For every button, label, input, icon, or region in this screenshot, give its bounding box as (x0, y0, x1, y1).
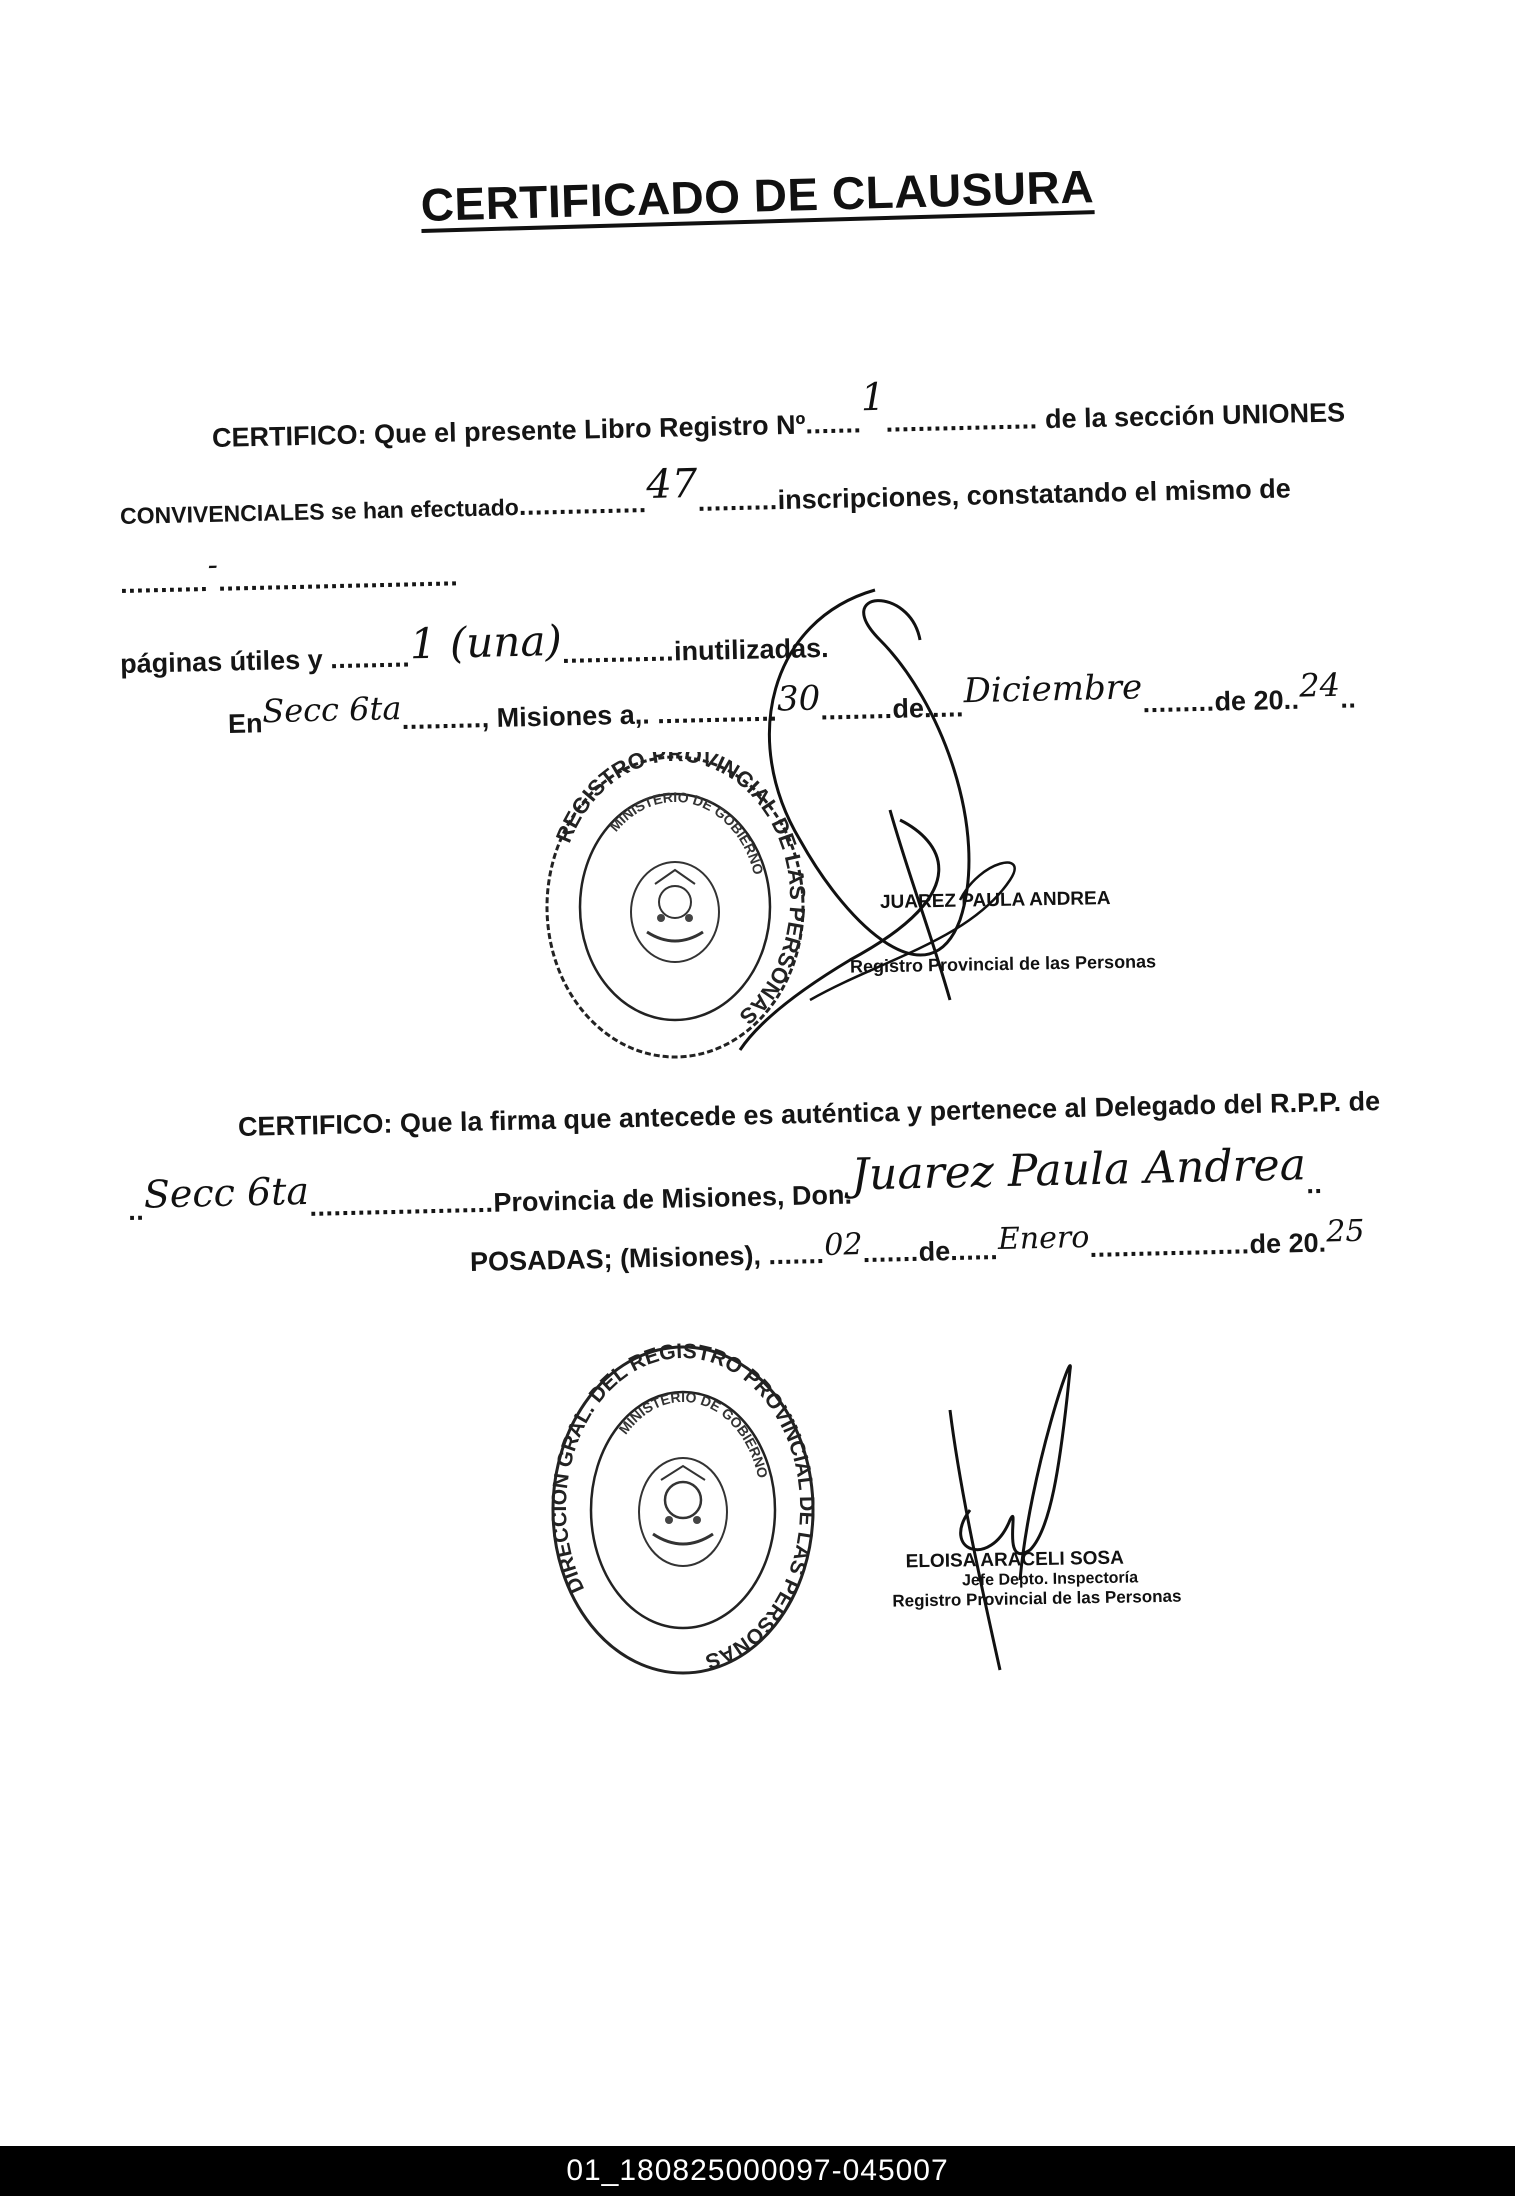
scan-footer-id: 01_180825000097-045007 (0, 2146, 1515, 2196)
inscripciones-count-value: 47 (645, 460, 698, 509)
cert1-line4-suffix: inutilizadas. (673, 632, 829, 667)
cert1-line1-prefix: CERTIFICO: Que el presente Libro Registro Nº (211, 409, 806, 453)
cert1-line2: CONVIVENCIALES se han efectuado................47..........inscripciones, constatando el mismo de (119, 460, 1291, 529)
signature-scribble-2 (900, 1350, 1100, 1680)
cert1-year-prefix: de 20 (1214, 685, 1284, 717)
stamp1-outer-text: REGISTRO PROVINCIAL DE LAS PERSONAS (550, 752, 810, 1030)
cert2-day-value: 02 (823, 1227, 863, 1263)
signature2-org: Registro Provincial de las Personas (892, 1586, 1182, 1611)
cert2-year-value: 25 (1325, 1213, 1365, 1250)
cert1-de-label: de (892, 693, 925, 724)
official-stamp-2 (548, 1340, 818, 1680)
cert1-line3: ...........-.............................. (119, 547, 459, 599)
cert1-line1: CERTIFICO: Que el presente Libro Registro Nº.......1................... de la sección UNIONES (211, 374, 1346, 453)
cert1-day-value: 30 (776, 678, 821, 720)
cert1-date-line: EnSecc 6ta.........., Misiones a,. ...............30.........de.....Diciembre.........de 20..24.. (227, 665, 1357, 739)
cert2-line1 (238, 1086, 1381, 1143)
signature1-subtitle: Registro Provincial de las Personas (849, 951, 1157, 977)
cert2-date-line: POSADAS; (Misiones), .......02.......de......Enero....................de 20.25 (469, 1213, 1365, 1277)
cert2-year-prefix: de 20 (1249, 1227, 1319, 1260)
inutilizadas-value: 1 (una) (409, 615, 563, 669)
cert2-de-label: de (918, 1236, 951, 1267)
document-title: CERTIFICADO DE CLAUSURA (420, 160, 1095, 231)
svg-text:MINISTERIO DE GOBIERNO (615, 1389, 771, 1480)
signature2-role: Jefe Depto. Inspectoría (961, 1569, 1139, 1590)
cert2-month-value: Enero (997, 1219, 1090, 1258)
signature-scribble-1 (680, 580, 1100, 1080)
signature2-name: ELOISA ARACELI SOSA (905, 1547, 1125, 1573)
cert1-line4-prefix: páginas útiles y (119, 644, 323, 679)
stamp-seal-icon (548, 1340, 818, 1680)
cert1-line2-prefix: CONVIVENCIALES se han efectuado (119, 493, 520, 529)
cert2-line2: ..Secc 6ta.......................Provincia de Misiones, Don.Juarez Paula Andrea.. (127, 1139, 1323, 1226)
stamp1-inner-text: MINISTERIO DE GOBIERNO (606, 788, 767, 877)
stamp2-outer-text: DIRECCION GRAL. DEL REGISTRO PROVINCIAL DE LAS PERSONAS (548, 1340, 818, 1673)
cert1-month-value: Diciembre (963, 667, 1143, 712)
cert1-line1-suffix: de la sección UNIONES (1044, 397, 1346, 435)
place-value: Secc 6ta (261, 689, 402, 731)
delegacion-value: Secc 6ta (143, 1168, 310, 1217)
cert1-year-value: 24 (1298, 665, 1341, 705)
cert2-line2-mid: Provincia de Misiones, Don. (493, 1179, 853, 1218)
libro-numero-value: 1 (860, 374, 886, 420)
cert1-line2-suffix: inscripciones, constatando el mismo de (777, 473, 1291, 516)
signature1-name: JUAREZ PAULA ANDREA (879, 887, 1111, 914)
stamp2-inner-text: MINISTERIO DE GOBIERNO (615, 1388, 772, 1480)
delegado-value: Juarez Paula Andrea (850, 1139, 1307, 1201)
place-prefix: En (227, 708, 263, 739)
cert1-line4: páginas útiles y ..........1 (una)..............inutilizadas. (119, 615, 829, 679)
signature2-block (892, 1547, 1182, 1612)
place-mid: , Misiones a,. (481, 699, 651, 734)
paginas-utiles-value: - (207, 547, 219, 584)
cert2-line3-prefix: POSADAS; (Misiones), (469, 1240, 762, 1277)
cert2-line1-text: CERTIFICO: Que la firma que antecede es auténtica y pertenece al Delegado del R.P.P. de (237, 1086, 1381, 1142)
